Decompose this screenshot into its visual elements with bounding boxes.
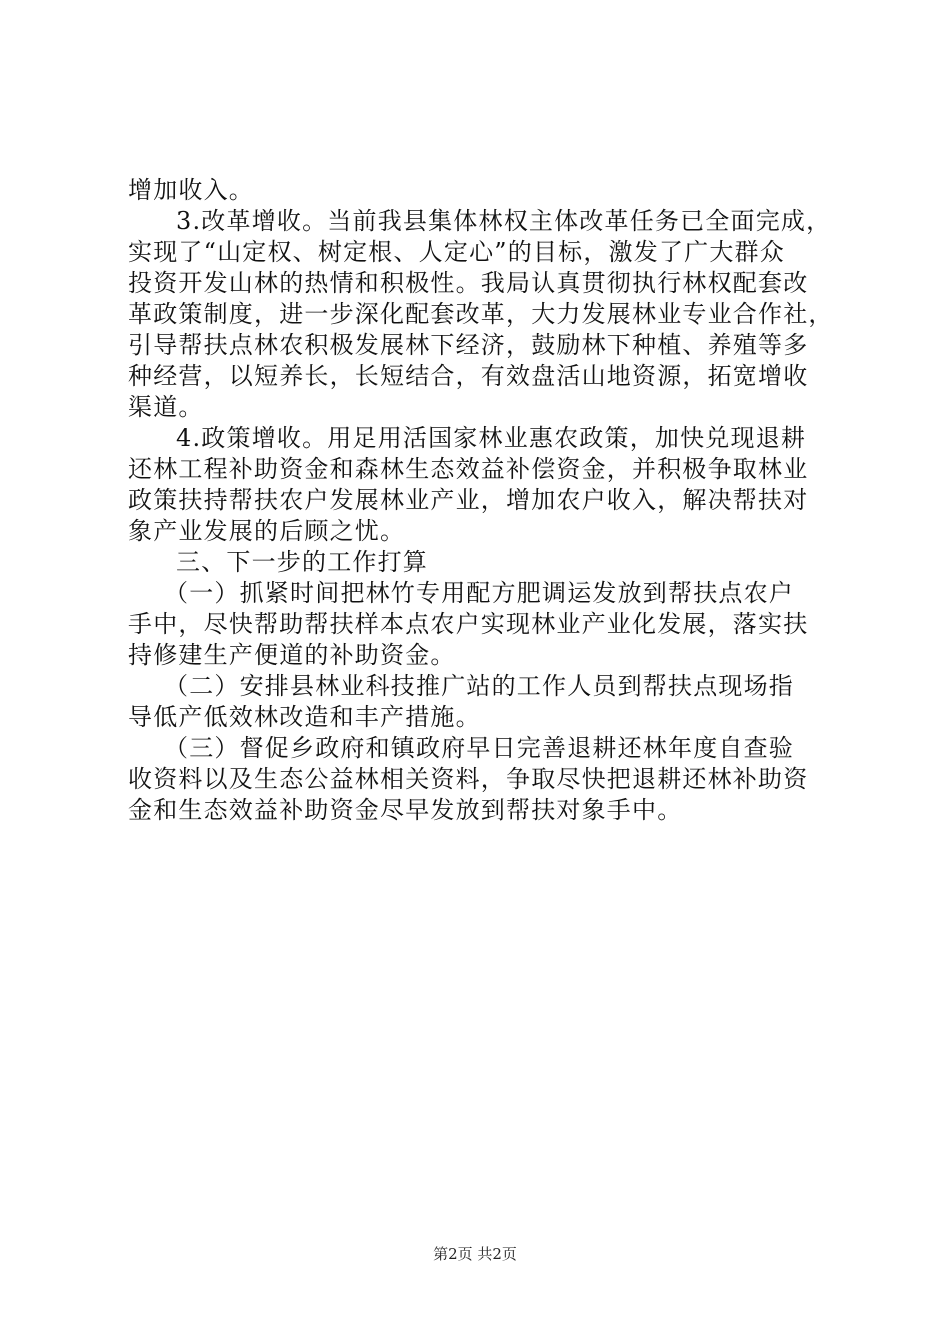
text-line: 3.改革增收。当前我县集体林权主体改革任务已全面完成， <box>176 207 832 235</box>
text-line: 金和生态效益补助资金尽早发放到帮扶对象手中。 <box>128 796 683 824</box>
text-line: 种经营，以短养长，长短结合，有效盘活山地资源，拓宽增收 <box>128 362 809 390</box>
text-line: 持修建生产便道的补助资金。 <box>128 641 456 669</box>
text-line: 实现了“山定权、树定根、人定心”的目标，激发了广大群众 <box>128 238 785 266</box>
text-line: 导低产低效林改造和丰产措施。 <box>128 703 481 731</box>
text-line: 象产业发展的后顾之忧。 <box>128 517 406 545</box>
text-line: 还林工程补助资金和森林生态效益补偿资金，并积极争取林业 <box>128 455 809 483</box>
text-line: 4.政策增收。用足用活国家林业惠农政策，加快兑现退耕 <box>176 424 807 452</box>
text-line: 革政策制度，进一步深化配套改革，大力发展林业专业合作社， <box>128 300 834 328</box>
text-line: （二）安排县林业科技推广站的工作人员到帮扶点现场指 <box>164 672 794 700</box>
text-line: 渠道。 <box>128 393 204 421</box>
text-line: （一）抓紧时间把林竹专用配方肥调运发放到帮扶点农户 <box>164 579 794 607</box>
section-heading: 三、下一步的工作打算 <box>176 548 428 576</box>
text-line: 引导帮扶点林农积极发展林下经济，鼓励林下种植、养殖等多 <box>128 331 809 359</box>
text-line: 投资开发山林的热情和积极性。我局认真贯彻执行林权配套改 <box>128 269 809 297</box>
page-number-footer: 第2页 共2页 <box>433 1245 517 1263</box>
text-line: 增加收入。 <box>128 176 254 204</box>
text-line: 政策扶持帮扶农户发展林业产业，增加农户收入，解决帮扶对 <box>128 486 809 514</box>
text-line: （三）督促乡政府和镇政府早日完善退耕还林年度自查验 <box>164 734 794 762</box>
text-line: 收资料以及生态公益林相关资料，争取尽快把退耕还林补助资 <box>128 765 809 793</box>
text-line: 手中，尽快帮助帮扶样本点农户实现林业产业化发展，落实扶 <box>128 610 809 638</box>
